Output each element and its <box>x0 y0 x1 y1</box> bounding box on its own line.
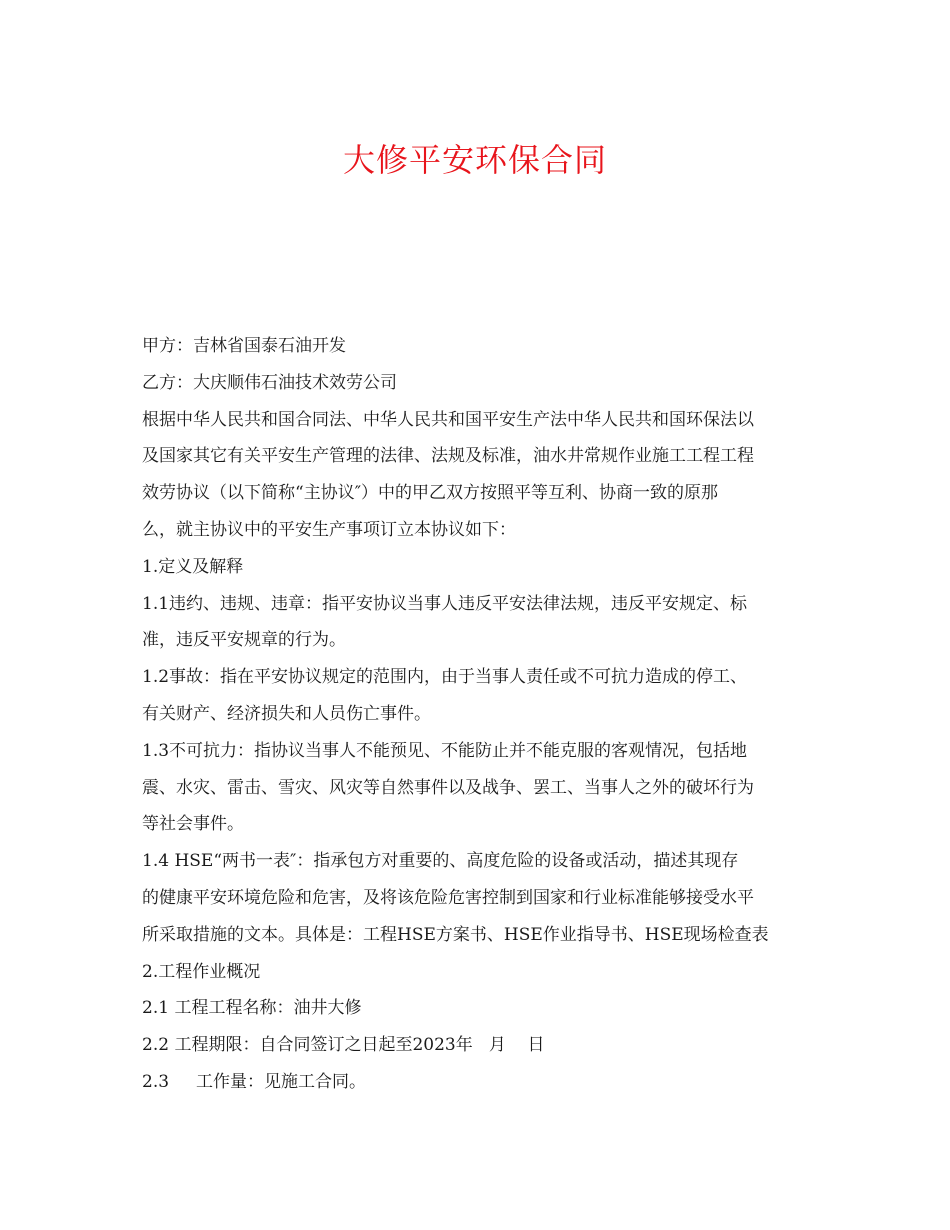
party-b-line: 乙方：大庆顺伟石油技术效劳公司 <box>142 372 397 393</box>
paragraph-line: 么，就主协议中的平安生产事项订立本协议如下： <box>142 519 516 540</box>
document-title: 大修平安环保合同 <box>342 141 607 179</box>
clause-line: 准，违反平安规章的行为。 <box>142 630 346 651</box>
clause-line: 震、水灾、雷击、雪灾、风灾等自然事件以及战争、罢工、当事人之外的破坏行为 <box>142 777 754 798</box>
clause-line: 1.3不可抗力：指协议当事人不能预见、不能防止并不能克服的客观情况，包括地 <box>142 740 748 761</box>
clause-line: 的健康平安环境危险和危害，及将该危险危害控制到国家和行业标准能够接受水平 <box>142 887 754 908</box>
clause-line: 有关财产、经济损失和人员伤亡事件。 <box>142 703 431 724</box>
section-heading: 1.定义及解释 <box>142 556 244 577</box>
paragraph-line: 根据中华人民共和国合同法、中华人民共和国平安生产法中华人民共和国环保法以 <box>142 409 754 430</box>
clause-line: 2.2 工程期限：自合同签订之日起至2023年 月 日 <box>142 1035 545 1056</box>
clause-line: 1.4 HSE“两书一表″：指承包方对重要的、高度危险的设备或活动，描述其现存 <box>142 851 739 872</box>
clause-line: 2.1 工程工程名称：油井大修 <box>142 998 362 1019</box>
document-body <box>142 328 822 1101</box>
clause-line: 1.1违约、违规、违章：指平安协议当事人违反平安法律法规，违反平安规定、标 <box>142 593 748 614</box>
clause-line: 1.2事故：指在平安协议规定的范围内，由于当事人责任或不可抗力造成的停工、 <box>142 667 748 688</box>
paragraph-line: 效劳协议（以下简称“主协议″）中的甲乙双方按照平等互利、协商一致的原那 <box>142 483 719 504</box>
section-heading: 2.工程作业概况 <box>142 961 261 982</box>
clause-line: 2.3 工作量：见施工合同。 <box>142 1071 367 1092</box>
clause-line: 等社会事件。 <box>142 814 244 835</box>
paragraph-line: 及国家其它有关平安生产管理的法律、法规及标准，油水井常规作业施工工程工程 <box>142 446 754 467</box>
clause-line: 所采取措施的文本。具体是：工程HSE方案书、HSE作业指导书、HSE现场检查表 <box>142 924 769 945</box>
party-a-line: 甲方：吉林省国泰石油开发 <box>142 336 346 356</box>
